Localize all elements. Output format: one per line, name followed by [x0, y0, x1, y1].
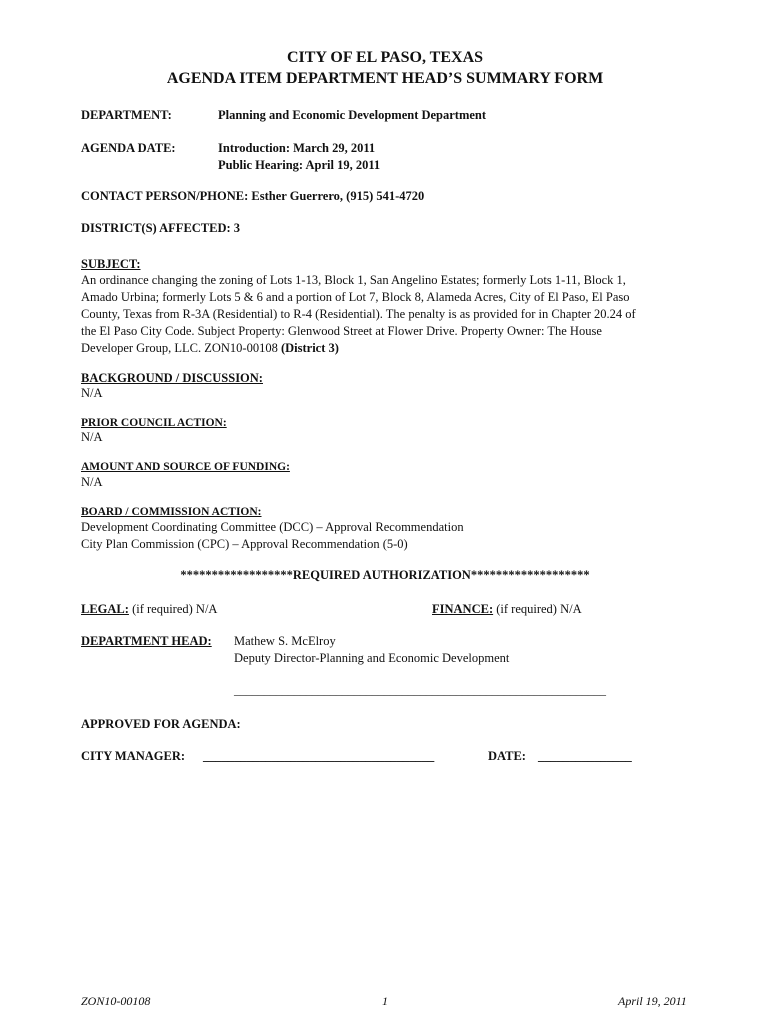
- legal-row: [81, 601, 217, 618]
- subject-body: [81, 272, 706, 357]
- department-label: DEPARTMENT:: [81, 108, 172, 122]
- funding-heading: AMOUNT AND SOURCE OF FUNDING:: [81, 461, 290, 473]
- date-label: DATE:: [488, 749, 526, 763]
- background-heading: BACKGROUND / DISCUSSION:: [81, 371, 263, 385]
- finance-row: [432, 601, 582, 618]
- dcc-recommendation: Development Coordinating Committee (DCC) – Approval Recommendation: [81, 520, 464, 534]
- footer-date: April 19, 2011: [618, 994, 687, 1008]
- contact-person: CONTACT PERSON/PHONE: Esther Guerrero, (915) 541-4720: [81, 189, 425, 203]
- required-authorization-banner: ******************REQUIRED AUTHORIZATION*******************: [180, 568, 590, 582]
- board-action-heading: BOARD / COMMISSION ACTION:: [81, 506, 262, 518]
- subject-line: County, Texas from R-3A (Residential) to R-4 (Residential). The penalty is as provided for in Chapter 20.24 of: [81, 307, 636, 321]
- subject-line: [81, 340, 706, 357]
- cpc-recommendation: City Plan Commission (CPC) – Approval Recommendation (5-0): [81, 537, 408, 551]
- date-line: _______________: [538, 749, 632, 763]
- department-head-title: Deputy Director-Planning and Economic Development: [234, 651, 510, 665]
- subject-district: (District 3): [280, 341, 339, 355]
- districts-affected: DISTRICT(S) AFFECTED: 3: [81, 221, 241, 235]
- public-hearing-date: Public Hearing: April 19, 2011: [218, 158, 381, 172]
- footer-case-number: ZON10-00108: [81, 994, 151, 1008]
- subject-line: the El Paso City Code. Subject Property: Glenwood Street at Flower Drive. Property Owner: The House: [81, 324, 602, 338]
- footer-page-number: 1: [382, 994, 388, 1008]
- city-manager-signature-line: _____________________________________: [203, 749, 435, 763]
- subject-last-text: Developer Group, LLC. ZON10-00108: [81, 341, 281, 355]
- form-title: AGENDA ITEM DEPARTMENT HEAD’S SUMMARY FORM: [166, 70, 604, 87]
- subject-line: An ordinance changing the zoning of Lots 1-13, Block 1, San Angelino Estates; formerly Lots 1-11, Block 1,: [81, 273, 626, 287]
- prior-council-value: N/A: [81, 430, 103, 444]
- background-value: N/A: [81, 386, 103, 400]
- funding-value: N/A: [81, 475, 103, 489]
- finance-label: FINANCE:: [432, 602, 494, 616]
- legal-label: LEGAL:: [81, 602, 129, 616]
- legal-value: (if required) N/A: [128, 602, 218, 616]
- prior-council-heading: PRIOR COUNCIL ACTION:: [81, 417, 227, 429]
- department-head-signature-line: ______________________________________________________________: [234, 683, 606, 697]
- subject-line: Amado Urbina; formerly Lots 5 & 6 and a portion of Lot 7, Block 8, Alameda Acres, City of El Paso, El Paso: [81, 290, 630, 304]
- agenda-date-label: AGENDA DATE:: [81, 141, 176, 155]
- department-value: Planning and Economic Development Department: [218, 108, 487, 122]
- department-head-name: Mathew S. McElroy: [234, 634, 336, 648]
- subject-heading: SUBJECT:: [81, 257, 141, 271]
- introduction-date: Introduction: March 29, 2011: [218, 141, 376, 155]
- finance-value: (if required) N/A: [493, 602, 582, 616]
- department-head-label: DEPARTMENT HEAD:: [81, 634, 212, 648]
- approved-for-agenda: APPROVED FOR AGENDA:: [81, 717, 241, 731]
- city-manager-label: CITY MANAGER:: [81, 749, 186, 763]
- city-title: CITY OF EL PASO, TEXAS: [286, 49, 484, 66]
